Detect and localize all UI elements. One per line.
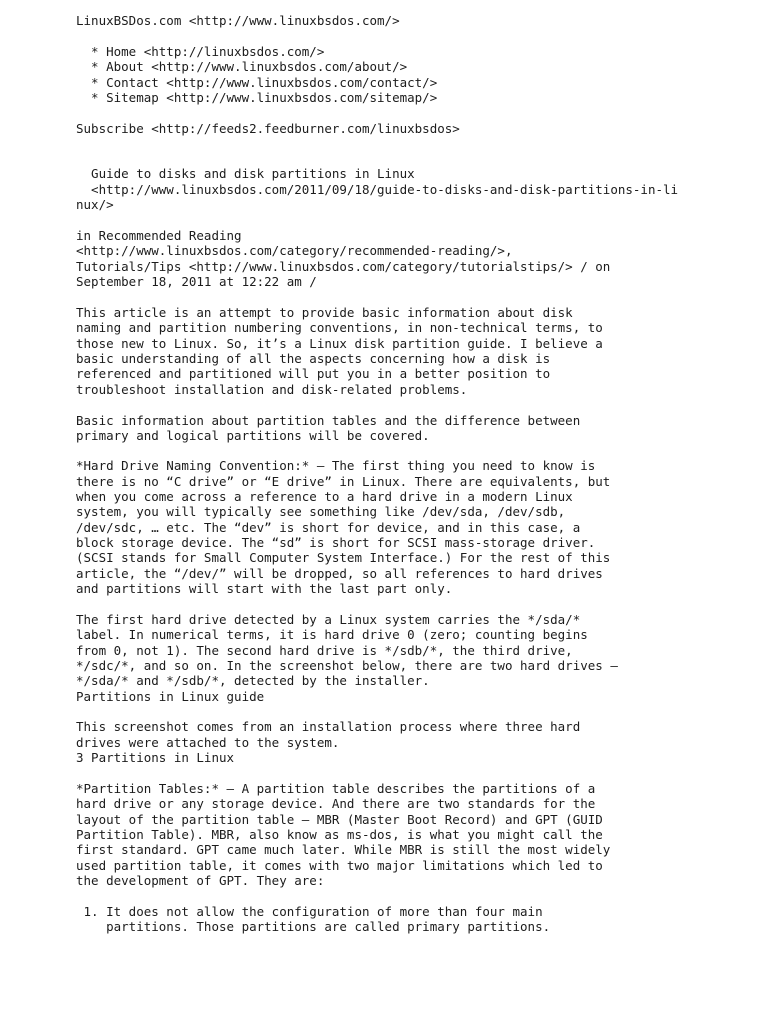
article-url-line[interactable]: <http://www.linuxbsdos.com/2011/09/18/guide-to-disks-and-disk-partitions-in-li bbox=[76, 182, 679, 197]
paragraph-line: first standard. GPT came much later. While MBR is still the most widely bbox=[76, 842, 611, 857]
paragraph-line: */sdc/*, and so on. In the screenshot below, there are two hard drives – bbox=[76, 658, 618, 673]
paragraph-line: *Hard Drive Naming Convention:* – The first thing you need to know is bbox=[76, 458, 596, 473]
list-item: partitions. Those partitions are called primary partitions. bbox=[76, 919, 551, 934]
paragraph-line: when you come across a reference to a hard drive in a modern Linux bbox=[76, 489, 573, 504]
paragraph-line: drives were attached to the system. bbox=[76, 735, 340, 750]
nav-item-about[interactable]: * About <http://www.linuxbsdos.com/about/> bbox=[76, 59, 408, 74]
site-header-line: LinuxBSDos.com <http://www.linuxbsdos.com/> bbox=[76, 13, 400, 28]
paragraph-line: *Partition Tables:* – A partition table describes the partitions of a bbox=[76, 781, 596, 796]
article-title: Guide to disks and disk partitions in Linux bbox=[76, 166, 415, 181]
category-line: in Recommended Reading bbox=[76, 228, 242, 243]
nav-item-sitemap[interactable]: * Sitemap <http://www.linuxbsdos.com/sitemap/> bbox=[76, 90, 438, 105]
paragraph-line: there is no “C drive” or “E drive” in Linux. There are equivalents, but bbox=[76, 474, 611, 489]
list-item: 1. It does not allow the configuration of more than four main bbox=[76, 904, 543, 919]
paragraph-line: primary and logical partitions will be covered. bbox=[76, 428, 430, 443]
paragraph-line: */sda/* and */sdb/*, detected by the installer. bbox=[76, 673, 430, 688]
paragraph-line: This article is an attempt to provide basic information about disk bbox=[76, 305, 573, 320]
paragraph-line: hard drive or any storage device. And there are two standards for the bbox=[76, 796, 596, 811]
paragraph-line: from 0, not 1). The second hard drive is */sdb/*, the third drive, bbox=[76, 643, 573, 658]
paragraph-line: used partition table, it comes with two major limitations which led to bbox=[76, 858, 603, 873]
category-link[interactable]: Tutorials/Tips <http://www.linuxbsdos.com/category/tutorialstips/> / on bbox=[76, 259, 611, 274]
paragraph-line: block storage device. The “sd” is short for SCSI mass-storage driver. bbox=[76, 535, 596, 550]
paragraph-line: /dev/sdc, … etc. The “dev” is short for device, and in this case, a bbox=[76, 520, 581, 535]
paragraph-line: The first hard drive detected by a Linux system carries the */sda/* bbox=[76, 612, 581, 627]
subscribe-link[interactable]: Subscribe <http://feeds2.feedburner.com/linuxbsdos> bbox=[76, 121, 460, 136]
image-caption: 3 Partitions in Linux bbox=[76, 750, 235, 765]
paragraph-line: referenced and partitioned will put you in a better position to bbox=[76, 366, 551, 381]
paragraph-line: label. In numerical terms, it is hard drive 0 (zero; counting begins bbox=[76, 627, 588, 642]
paragraph-line: basic understanding of all the aspects concerning how a disk is bbox=[76, 351, 551, 366]
post-date: September 18, 2011 at 12:22 am / bbox=[76, 274, 317, 289]
paragraph-line: those new to Linux. So, it’s a Linux disk partition guide. I believe a bbox=[76, 336, 603, 351]
paragraph-line: This screenshot comes from an installation process where three hard bbox=[76, 719, 581, 734]
paragraph-line: troubleshoot installation and disk-related problems. bbox=[76, 382, 468, 397]
paragraph-line: system, you will typically see something like /dev/sda, /dev/sdb, bbox=[76, 504, 566, 519]
paragraph-line: layout of the partition table – MBR (Master Boot Record) and GPT (GUID bbox=[76, 812, 603, 827]
paragraph-line: naming and partition numbering conventions, in non-technical terms, to bbox=[76, 320, 603, 335]
paragraph-line: (SCSI stands for Small Computer System Interface.) For the rest of this bbox=[76, 550, 611, 565]
category-link[interactable]: <http://www.linuxbsdos.com/category/recommended-reading/>, bbox=[76, 243, 513, 258]
article-url-line[interactable]: nux/> bbox=[76, 197, 114, 212]
paragraph-line: and partitions will start with the last part only. bbox=[76, 581, 453, 596]
nav-item-contact[interactable]: * Contact <http://www.linuxbsdos.com/contact/> bbox=[76, 75, 438, 90]
paragraph-line: article, the “/dev/” will be dropped, so all references to hard drives bbox=[76, 566, 603, 581]
paragraph-line: the development of GPT. They are: bbox=[76, 873, 325, 888]
image-caption: Partitions in Linux guide bbox=[76, 689, 265, 704]
paragraph-line: Basic information about partition tables and the difference between bbox=[76, 413, 581, 428]
paragraph-line: Partition Table). MBR, also know as ms-dos, is what you might call the bbox=[76, 827, 603, 842]
nav-item-home[interactable]: * Home <http://linuxbsdos.com/> bbox=[76, 44, 325, 59]
